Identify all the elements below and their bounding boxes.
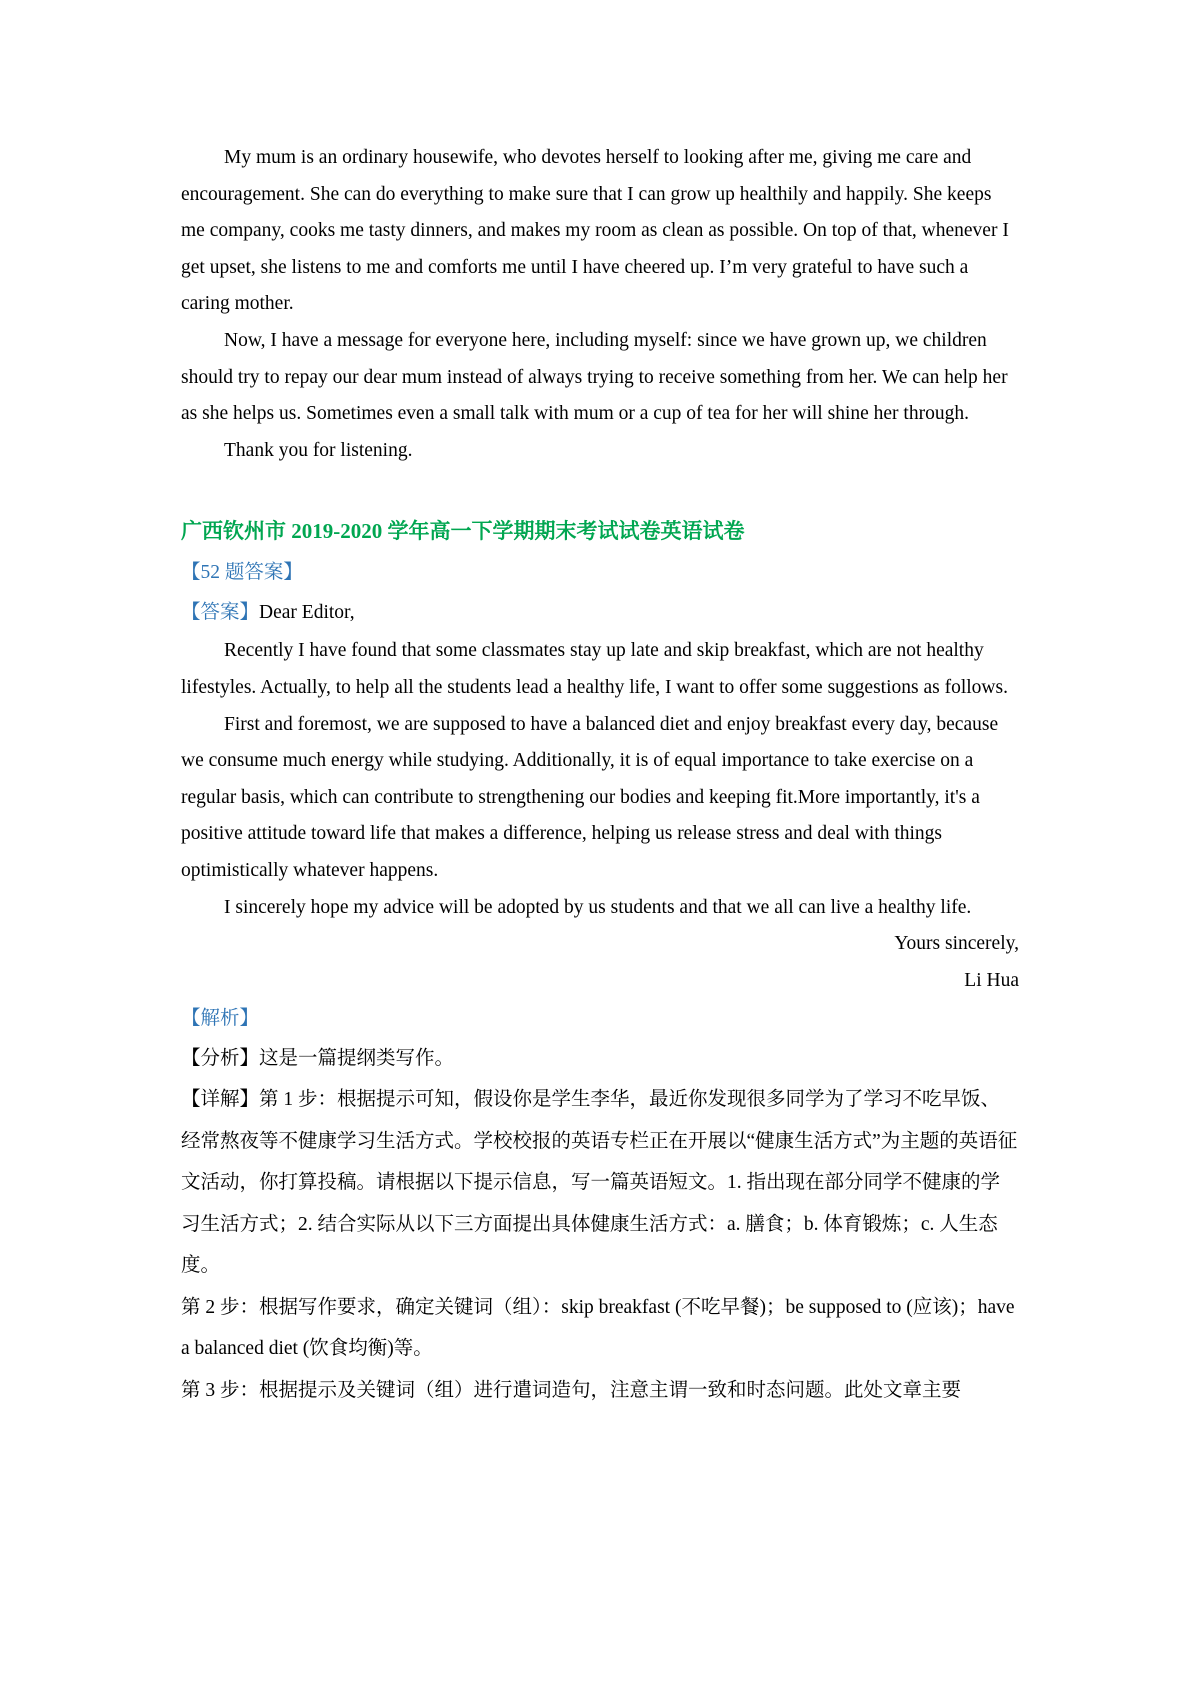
question-tag: 【52 题答案】 [181,562,303,584]
fenxi-line [181,1039,1019,1079]
section-title: 广西钦州市 2019-2020 学年高一下学期期末考试试卷英语试卷 [181,519,745,544]
xiangjie-step-1 [181,1079,1019,1287]
answer-paragraph-1: Recently I have found that some classmates stay up late and skip breakfast, which are not healthy lifestyles. Actually, to help all the students lead a healthy life, I want to offer some suggestions as follows. [181,640,1008,698]
answer-tag: 【答案】 [181,602,260,624]
answer-paragraph-3: I sincerely hope my advice will be adopted by us students and that we all can live a healthy life. [224,896,972,918]
answer-paragraph-2: First and foremost, we are supposed to have a balanced diet and enjoy breakfast every day, because we consume much energy while studying. Additionally, it is of equal importance to take exercise on a regular basis, which can contribute to strengthening our bodies and keeping fit.More importantly, it's a positive attitude toward life that makes a difference, helping us release stress and deal with things optimistically whatever happens. [181,713,999,881]
step-1-text: 第 1 步：根据提示可知，假设你是学生李华，最近你发现很多同学为了学习不吃早饭、经常熬夜等不健康学习生活方式。学校校报的英语专栏正在开展以“健康生活方式”为主题的英语征文活动，你打算投稿。请根据以下提示信息，写一篇英语短文。1. 指出现在部分同学不健康的学习生活方式；2. 结合实际从以下三方面提出具体健康生活方式：a. 膳食；b. 体育锻炼；c. 人生态度。 [181,1089,1018,1277]
fenxi-tag: 【分析】 [181,1048,260,1070]
fenxi-text: 这是一篇提纲类写作。 [259,1048,455,1070]
answer-line [181,593,1019,633]
document-page [181,140,1019,1411]
step-3: 第 3 步：根据提示及关键词（组）进行遣词造句，注意主谓一致和时态问题。此处文章主要 [181,1379,962,1401]
step-2: 第 2 步：根据写作要求，确定关键词（组）：skip breakfast (不吃早餐)；be supposed to (应该)；have a balanced diet (饮食均衡)等。 [181,1296,1015,1360]
speech-paragraph-3: Thank you for listening. [224,439,413,461]
greeting: Dear Editor, [259,602,355,624]
signature: Li Hua [964,969,1019,991]
analysis-tag: 【解析】 [181,1008,260,1030]
speech-paragraph-1: My mum is an ordinary housewife, who devotes herself to looking after me, giving me care and encouragement. She can do everything to make sure that I can grow up healthily and happily. She keeps me company, cooks me tasty dinners, and makes my room as clean as possible. On top of that, whenever I get upset, she listens to me and comforts me until I have cheered up. I’m very grateful to have such a caring mother. [181,147,1009,315]
speech-paragraph-2: Now, I have a message for everyone here, including myself: since we have grown up, we children should try to repay our dear mum instead of always trying to receive something from her. We can help her as she helps us. Sometimes even a small talk with mum or a cup of tea for her will shine her through. [181,329,1008,425]
closing: Yours sincerely, [894,933,1019,955]
xiangjie-tag: 【详解】 [181,1089,260,1111]
